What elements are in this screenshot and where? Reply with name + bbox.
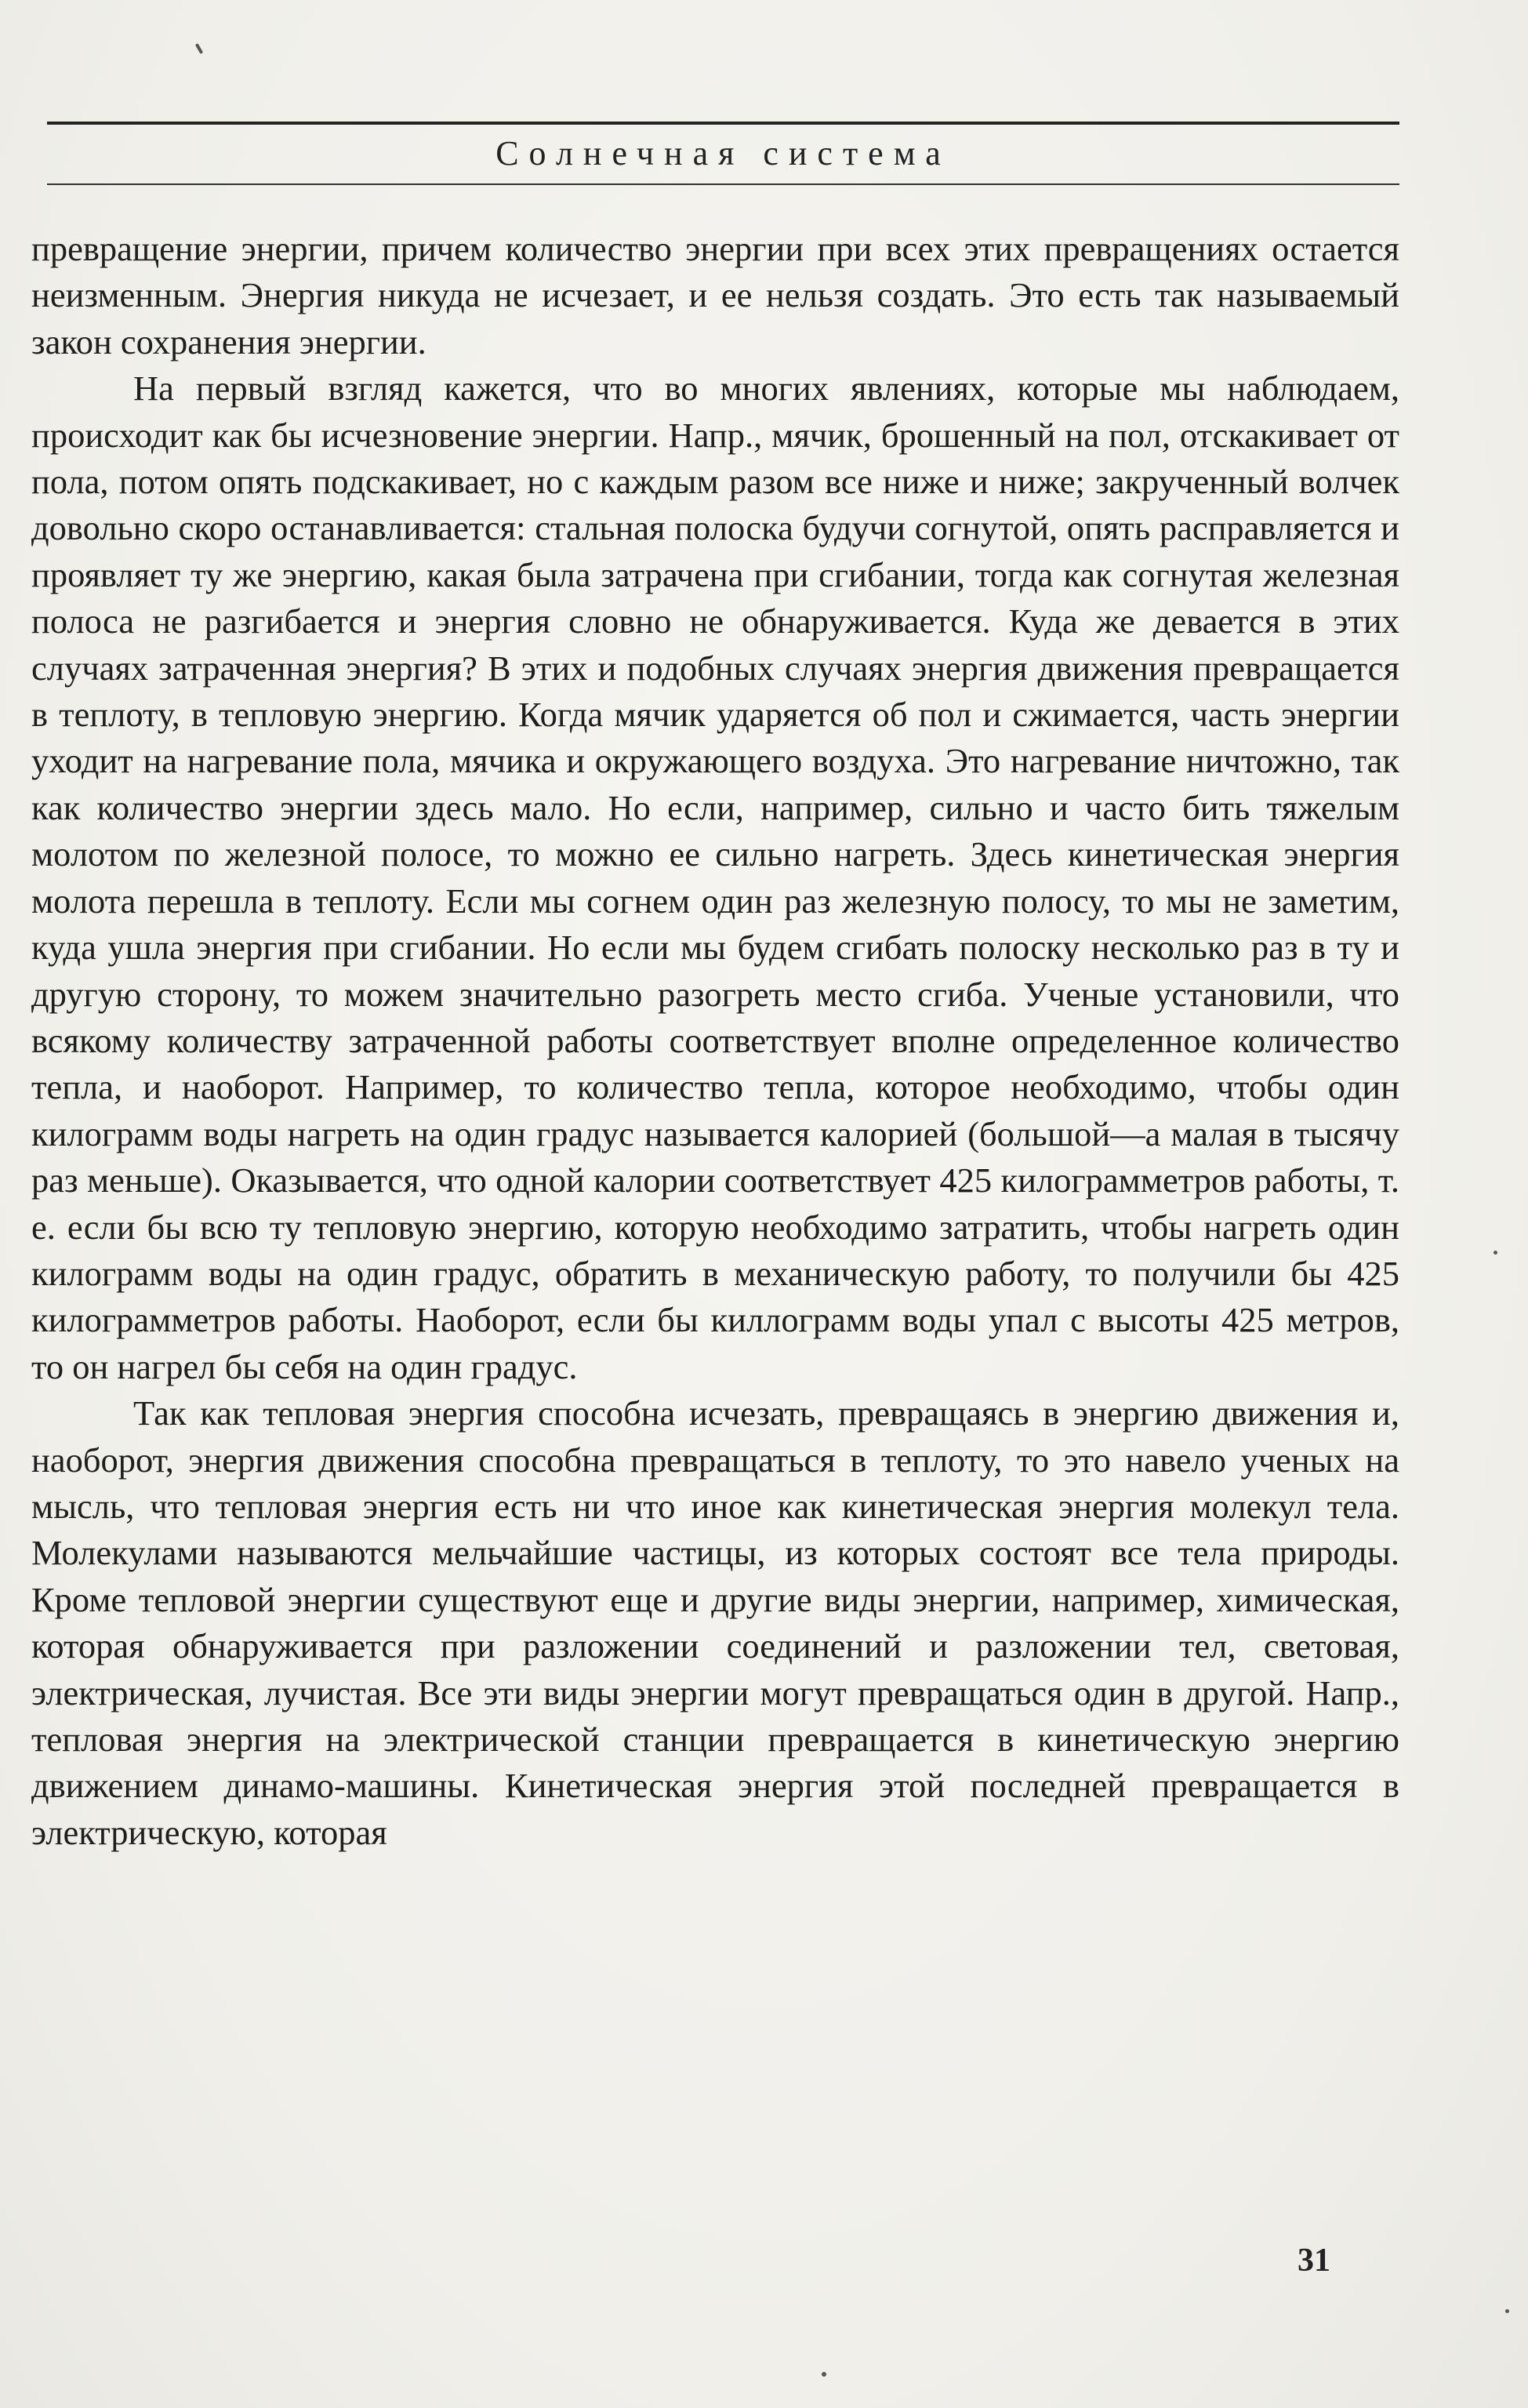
header-rule-top xyxy=(47,122,1399,125)
paragraph-2: На первый взгляд кажется, что во многих явлениях, которые мы наблюдаем, происходит как бы исчезновение энергии. Напр., мячик, брошенный на пол, отскакивает от пола, потом опять подскакивает, но с каждым разом все ниже и ниже; закрученный волчек довольно скоро останавливается: стальная полоска будучи согнутой, опять расправляется и проявляет ту же энергию, какая была затрачена при сгибании, тогда как согнутая железная полоса не разгибается и энергия словно не обнаруживается. Куда же девается в этих случаях затраченная энергия? В этих и подобных случаях энергия движения превращается в теплоту, в тепловую энергию. Когда мячик ударяется об пол и сжимается, часть энергии уходит на нагревание пола, мячика и окружающего воздуха. Это нагревание ничтожно, так как количество энергии здесь мало. Но если, например, сильно и часто бить тяжелым молотом по железной полосе, то можно ее сильно нагреть. Здесь кинетическая энергия молота перешла в теплоту. Если мы согнем один раз железную полосу, то мы не заметим, куда ушла энергия при сгибании. Но если мы будем сгибать полоску несколько раз в ту и другую сторону, то можем значительно разогреть место сгиба. Ученые установили, что всякому количеству затраченной работы соответствует вполне определенное количество тепла, и наоборот. Например, то количество тепла, которое необходимо, чтобы один килограмм воды нагреть на один градус называется калорией (большой—а малая в тысячу раз меньше). Оказывается, что одной калории соответствует 425 килограмметров работы, т. е. если бы всю ту тепловую энергию, которую необходимо затратить, чтобы нагреть один килограмм воды на один градус, обратить в механическую работу, то получили бы 425 килограмметров работы. Наоборот, если бы киллограмм воды упал с высоты 425 метров, то он нагрел бы себя на один градус. xyxy=(31,369,1399,1386)
page-number: 31 xyxy=(1298,2243,1330,2279)
running-title: Солнечная система xyxy=(495,134,951,173)
header-rule-bottom xyxy=(47,183,1399,185)
scan-speck xyxy=(195,43,203,54)
paragraph-3: Так как тепловая энергия способна исчезать, превращаясь в энергию движения и, наоборот, энергия движения способна превращаться в теплоту, то это навело ученых на мысль, что тепловая энергия есть ни что иное как кинетическая энергия молекул тела. Молекулами называются мельчайшие частицы, из которых состоят все тела природы. Кроме тепловой энергии существуют еще и другие виды энергии, например, химическая, которая обнаруживается при разложении соединений и разложении тел, световая, электрическая, лучистая. Все эти виды энергии могут превращаться один в другой. Напр., тепловая энергия на электрической станции превращается в кинетическую энергию движением динамо-машины. Кинетическая энергия этой последней превращается в электрическую, которая xyxy=(31,1393,1399,1852)
body-text xyxy=(31,226,1399,1856)
scan-speck xyxy=(1505,2309,1509,2313)
scan-speck xyxy=(1494,1251,1497,1255)
scan-speck xyxy=(822,2372,826,2377)
paragraph-1: превращение энергии, причем количество энергии при всех этих превращениях остается неизменным. Энергия никуда не исчезает, и ее нельзя создать. Это есть так называемый закон сохранения энергии. xyxy=(31,229,1399,361)
